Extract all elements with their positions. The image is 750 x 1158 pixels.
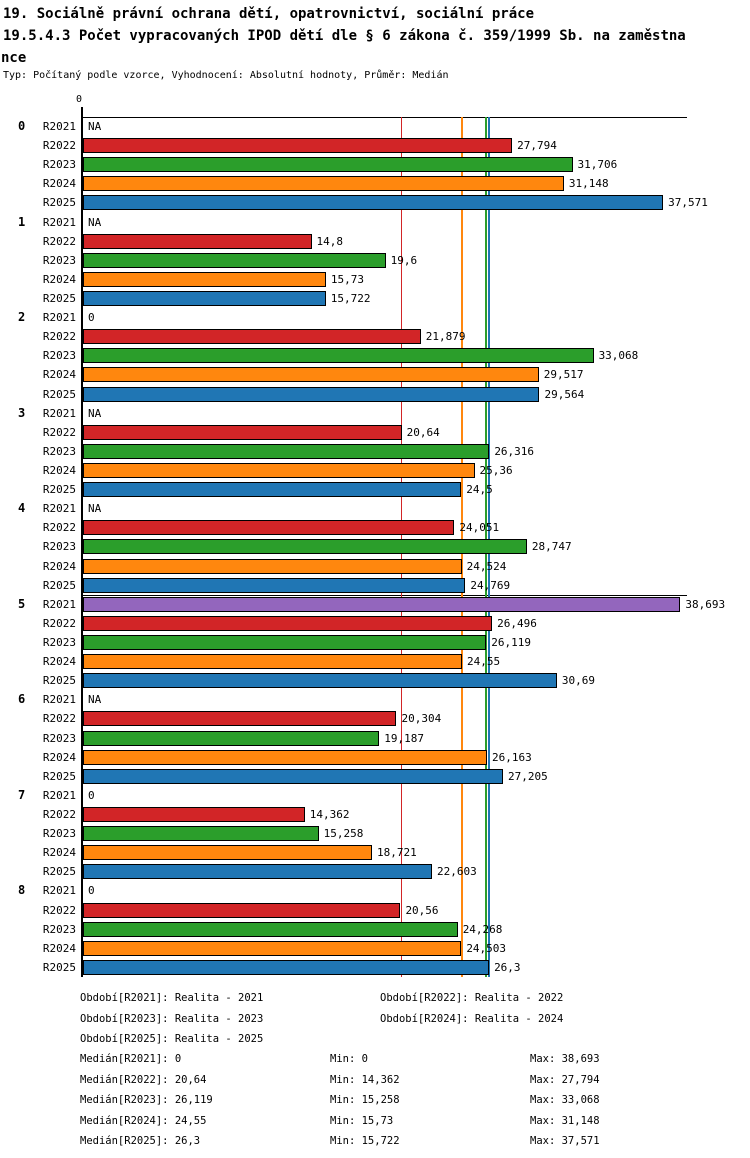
series-row-label: R2024 — [42, 846, 76, 860]
bar-value-label: 27,205 — [508, 769, 548, 783]
bar-value-label: NA — [88, 502, 102, 516]
series-row-label: R2021 — [42, 597, 76, 611]
bar-R2022 — [83, 234, 312, 249]
series-row-label: R2024 — [42, 559, 76, 573]
bar-value-label: 20,64 — [406, 425, 440, 439]
series-row-label: R2025 — [42, 483, 76, 497]
series-row-label: R2025 — [42, 674, 76, 688]
bar-R2024 — [83, 272, 326, 287]
axis-tick-zero: 0 — [76, 94, 83, 105]
stat-max: Max: 38,693 — [530, 1053, 600, 1065]
bar-R2025 — [83, 960, 489, 975]
bar-R2025 — [83, 864, 432, 879]
series-row-label: R2021 — [42, 311, 76, 325]
series-row-label: R2021 — [42, 120, 76, 133]
bar-value-label: 24,524 — [466, 559, 507, 573]
legend-item: Období[R2022]: Realita - 2022 — [380, 992, 564, 1004]
bar-R2025 — [83, 387, 539, 402]
series-row-label: R2023 — [42, 158, 76, 172]
bar-R2024 — [83, 845, 372, 860]
bar-value-label: 26,316 — [494, 444, 535, 458]
bar-value-label: 15,73 — [330, 272, 364, 286]
bar-R2023 — [83, 348, 594, 363]
bar-value-label: 26,163 — [491, 750, 532, 764]
report-title-line2: 19.5.4.3 Počet vypracovaných IPOD dětí dle § 6 zákona č. 359/1999 Sb. na zaměstna — [3, 28, 686, 44]
bar-value-label: 0 — [88, 788, 95, 802]
series-row-label: R2025 — [42, 196, 76, 210]
legend-item: Období[R2024]: Realita - 2024 — [380, 1012, 564, 1025]
bar-R2021 — [83, 597, 680, 612]
report-subtitle: Typ: Počítaný podle vzorce, Vyhodnocení: Absolutní hodnoty, Průměr: Medián — [3, 70, 449, 81]
series-row-label: R2022 — [42, 234, 76, 248]
bar-value-label: 37,571 — [668, 196, 708, 210]
stat-median: Medián[R2024]: 24,55 — [80, 1114, 207, 1127]
bar-value-label: 38,693 — [685, 597, 726, 611]
bar-R2025 — [83, 482, 461, 497]
bar-value-label: 18,721 — [377, 846, 417, 860]
series-row-label: R2022 — [42, 616, 76, 630]
series-row-label: R2022 — [42, 712, 76, 726]
bar-value-label: 31,148 — [568, 177, 609, 191]
bar-value-label: 15,258 — [323, 827, 364, 841]
series-row-label: R2022 — [42, 425, 76, 439]
series-row-label: R2025 — [42, 960, 76, 974]
series-row-label: R2022 — [42, 139, 76, 153]
series-row-label: R2023 — [42, 349, 76, 363]
bar-R2023 — [83, 922, 458, 937]
bar-value-label: 31,706 — [577, 158, 618, 172]
bar-R2025 — [83, 673, 557, 688]
series-row-label: R2021 — [42, 693, 76, 707]
group-label: 0 — [18, 119, 26, 133]
report-title-line3: nce — [1, 50, 27, 66]
stat-max: Max: 31,148 — [530, 1114, 600, 1127]
series-row-label: R2025 — [42, 387, 76, 401]
series-row-label: R2023 — [42, 253, 76, 267]
stat-min: Min: 14,362 — [330, 1073, 400, 1086]
stat-min: Min: 15,722 — [330, 1135, 400, 1148]
bar-R2022 — [83, 138, 512, 153]
group-label: 7 — [18, 787, 26, 802]
bar-R2023 — [83, 539, 527, 554]
bar-value-label: 24,5 — [466, 483, 493, 497]
stat-min: Min: 15,73 — [330, 1114, 394, 1127]
stat-min: Min: 15,258 — [330, 1094, 400, 1107]
series-row-label: R2024 — [42, 463, 76, 477]
bar-value-label: 30,69 — [561, 674, 595, 688]
bar-value-label: 20,56 — [405, 903, 439, 917]
series-row-label: R2025 — [42, 578, 76, 592]
bar-R2022 — [83, 616, 492, 631]
stat-median: Medián[R2023]: 26,119 — [80, 1094, 213, 1107]
series-row-label: R2024 — [42, 272, 76, 286]
bar-value-label: 20,304 — [401, 712, 442, 726]
bar-R2025 — [83, 769, 503, 784]
bar-value-label: NA — [88, 406, 102, 420]
stat-max: Max: 37,571 — [530, 1135, 600, 1148]
bar-value-label: 0 — [88, 884, 95, 898]
legend-item: Období[R2021]: Realita - 2021 — [80, 992, 264, 1004]
bar-R2022 — [83, 329, 421, 344]
bar-value-label: 19,6 — [390, 253, 418, 267]
bar-value-label: 24,503 — [466, 941, 507, 955]
group-label: 3 — [18, 405, 26, 420]
group-label: 6 — [18, 692, 26, 707]
bar-value-label: 14,362 — [309, 807, 350, 821]
stat-median: Medián[R2022]: 20,64 — [80, 1073, 207, 1086]
bar-value-label: 22,603 — [436, 865, 477, 879]
bar-value-label: 24,769 — [470, 578, 511, 592]
bar-value-label: NA — [88, 693, 102, 707]
series-row-label: R2023 — [42, 827, 76, 841]
bar-value-label: 29,517 — [543, 368, 584, 382]
bar-value-label: 26,119 — [491, 635, 532, 649]
legend-item: Období[R2025]: Realita - 2025 — [80, 1033, 264, 1045]
series-row-label: R2022 — [42, 903, 76, 917]
bar-R2022 — [83, 425, 402, 440]
bar-value-label: 19,187 — [384, 731, 424, 745]
bar-value-label: 25,36 — [479, 463, 513, 477]
bar-R2024 — [83, 463, 475, 478]
bar-value-label: 24,55 — [467, 655, 501, 669]
bar-R2022 — [83, 903, 400, 918]
series-row-label: R2025 — [42, 865, 76, 879]
bar-value-label: 24,268 — [462, 922, 503, 936]
bar-R2023 — [83, 635, 486, 650]
bar-R2024 — [83, 176, 564, 191]
stat-max: Max: 33,068 — [530, 1094, 600, 1107]
bar-value-label: 21,879 — [425, 330, 466, 344]
bar-value-label: 15,722 — [330, 291, 371, 305]
bar-value-label: NA — [88, 120, 102, 133]
bar-value-label: NA — [88, 215, 102, 229]
bar-value-label: 26,3 — [494, 960, 521, 974]
bar-R2024 — [83, 559, 462, 574]
bar-value-label: 27,794 — [517, 139, 557, 153]
series-row-label: R2024 — [42, 941, 76, 955]
series-row-label: R2024 — [42, 177, 76, 191]
bar-R2023 — [83, 157, 573, 172]
series-row-label: R2021 — [42, 215, 76, 229]
bar-value-label: 26,496 — [497, 616, 537, 630]
bar-value-label: 29,564 — [544, 387, 585, 401]
series-row-label: R2021 — [42, 502, 76, 516]
bar-value-label: 28,747 — [531, 540, 572, 554]
bar-value-label: 0 — [88, 311, 95, 325]
group-label: 1 — [18, 214, 26, 229]
group-label: 5 — [18, 596, 26, 611]
group-label: 8 — [18, 883, 26, 898]
bar-value-label: 33,068 — [598, 349, 639, 363]
bar-R2023 — [83, 444, 489, 459]
bar-R2025 — [83, 291, 326, 306]
stat-max: Max: 27,794 — [530, 1073, 600, 1086]
series-row-label: R2021 — [42, 406, 76, 420]
series-row-label: R2024 — [42, 368, 76, 382]
series-row-label: R2025 — [42, 291, 76, 305]
series-row-label: R2024 — [42, 750, 76, 764]
series-row-label: R2022 — [42, 807, 76, 821]
bar-value-label: 24,051 — [459, 521, 500, 535]
bar-R2024 — [83, 654, 462, 669]
bar-R2024 — [83, 941, 461, 956]
bar-R2025 — [83, 578, 465, 593]
bar-R2023 — [83, 731, 379, 746]
series-row-label: R2021 — [42, 788, 76, 802]
bar-R2025 — [83, 195, 663, 210]
series-row-label: R2023 — [42, 635, 76, 649]
series-row-label: R2023 — [42, 731, 76, 745]
bar-R2022 — [83, 520, 454, 535]
series-row-label: R2022 — [42, 521, 76, 535]
stat-min: Min: 0 — [330, 1053, 368, 1065]
legend-item: Období[R2023]: Realita - 2023 — [80, 1012, 264, 1025]
group-label: 4 — [18, 501, 26, 516]
bar-R2023 — [83, 253, 386, 268]
series-row-label: R2023 — [42, 540, 76, 554]
series-row-label: R2024 — [42, 655, 76, 669]
stat-median: Medián[R2025]: 26,3 — [80, 1135, 201, 1148]
bar-R2022 — [83, 711, 396, 726]
bar-R2024 — [83, 750, 487, 765]
stat-median: Medián[R2021]: 0 — [80, 1053, 182, 1065]
bar-R2023 — [83, 826, 319, 841]
bar-R2022 — [83, 807, 305, 822]
bar-value-label: 14,8 — [316, 234, 343, 248]
report-title-line1: 19. Sociálně právní ochrana dětí, opatrovnictví, sociální práce — [3, 6, 535, 22]
group-label: 2 — [18, 310, 26, 325]
series-row-label: R2023 — [42, 444, 76, 458]
axis-top-line — [81, 117, 687, 118]
panel-divider-line — [81, 595, 687, 596]
series-row-label: R2022 — [42, 330, 76, 344]
series-row-label: R2021 — [42, 884, 76, 898]
series-row-label: R2023 — [42, 922, 76, 936]
bar-R2024 — [83, 367, 539, 382]
series-row-label: R2025 — [42, 769, 76, 783]
